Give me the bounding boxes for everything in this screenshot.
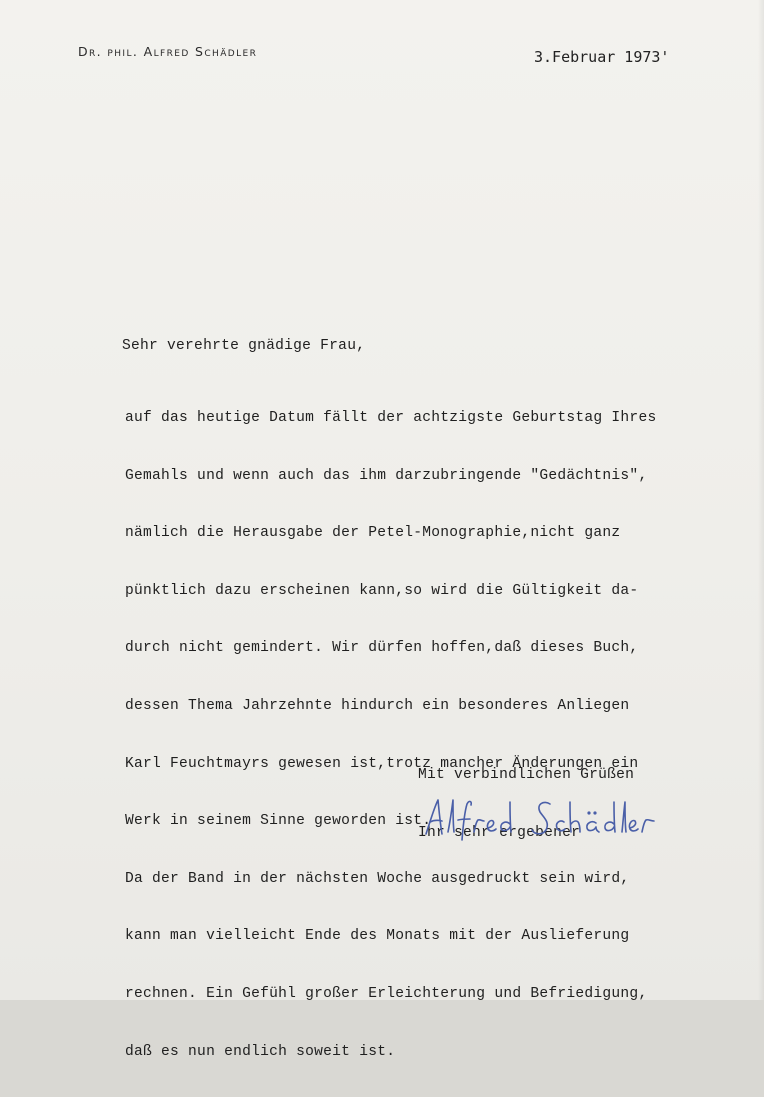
- body-line: nämlich die Herausgabe der Petel-Monographie,nicht ganz: [125, 525, 621, 542]
- letter-date: 3.Februar 1973': [534, 48, 670, 66]
- body-line: rechnen. Ein Gefühl großer Erleichterung und Befriedigung,: [125, 985, 648, 1002]
- body-line: durch nicht gemindert. Wir dürfen hoffen,daß dieses Buch,: [125, 640, 639, 657]
- salutation: Sehr verehrte gnädige Frau,: [122, 338, 366, 354]
- letterhead-text: Dr. phil. Alfred Schädler: [78, 44, 258, 59]
- body-line: Gemahls und wenn auch das ihm darzubringende "Gedächtnis",: [125, 467, 648, 484]
- body-line: pünktlich dazu erscheinen kann,so wird die Gültigkeit da-: [125, 582, 639, 599]
- closing-line: Mit verbindlichen Grüßen: [418, 767, 635, 783]
- handwritten-signature: [418, 794, 678, 848]
- body-line: auf das heutige Datum fällt der achtzigste Geburtstag Ihres: [125, 410, 657, 426]
- page-edge-shadow: [758, 0, 764, 1000]
- body-line: kann man vielleicht Ende des Monats mit der Auslieferung: [125, 928, 630, 945]
- body-line: daß es nun endlich soweit ist.: [125, 1043, 396, 1060]
- closing-line: Ihr sehr ergebener: [418, 825, 581, 841]
- letterhead-name: [78, 44, 257, 59]
- body-line: Karl Feuchtmayrs gewesen ist,trotz mancher Änderungen ein: [125, 755, 639, 772]
- body-line: dessen Thema Jahrzehnte hindurch ein besonderes Anliegen: [125, 697, 630, 714]
- body-line: Da der Band in der nächsten Woche ausgedruckt sein wird,: [125, 870, 630, 887]
- body-line: Werk in seinem Sinne geworden ist.: [125, 813, 432, 830]
